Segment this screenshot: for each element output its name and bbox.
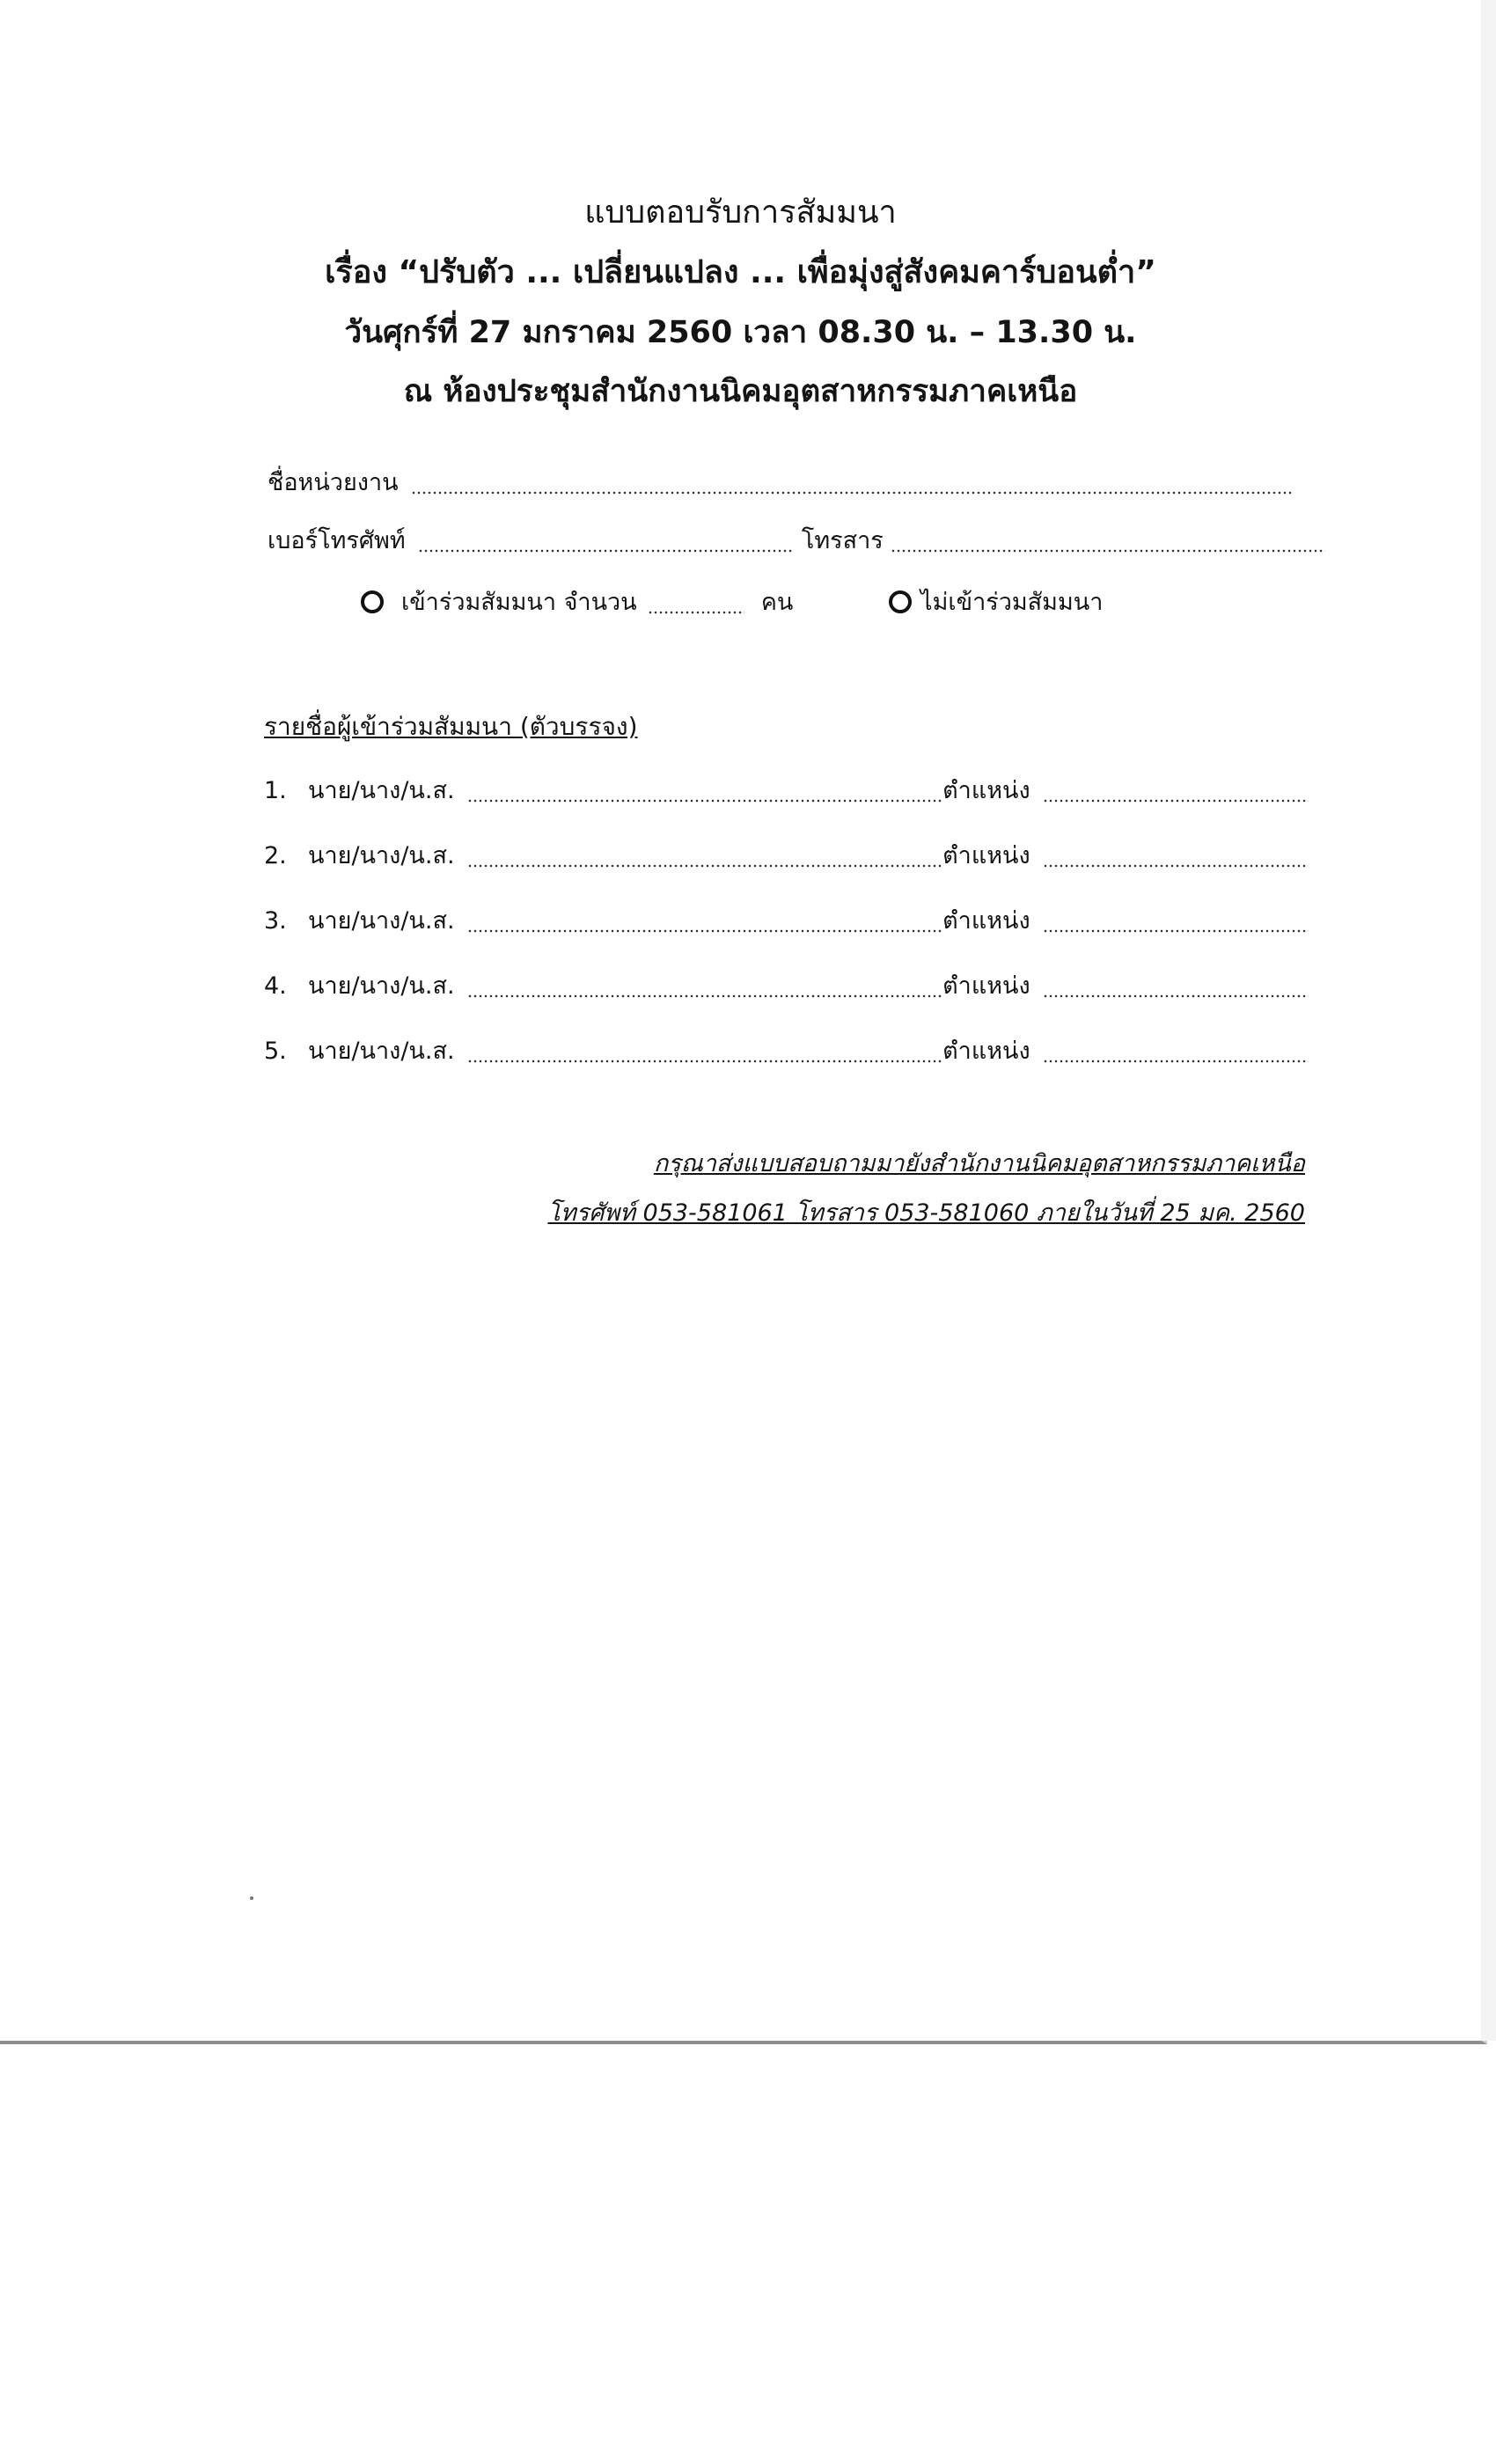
not-attend-option xyxy=(889,588,1103,618)
attendee-name-field[interactable] xyxy=(467,841,942,871)
attendee-number: 2. xyxy=(264,842,287,869)
attendee-row xyxy=(264,972,1309,1001)
fax-label: โทรสาร xyxy=(801,527,884,554)
org-name-label: ชื่อหน่วยงาน xyxy=(268,469,399,496)
form-title: แบบตอบรับการสัมมนา xyxy=(584,194,897,231)
attendee-position-field[interactable] xyxy=(1043,906,1309,936)
contact-row xyxy=(268,526,1325,556)
seminar-date-time: วันศุกร์ที่ 27 มกราคม 2560 เวลา 08.30 น. – 13.30 น. xyxy=(344,315,1137,350)
fax-field[interactable] xyxy=(891,526,1325,556)
attendee-position-field[interactable] xyxy=(1043,972,1309,1001)
page-edge-shadow xyxy=(1481,0,1496,2041)
attendee-number: 1. xyxy=(264,777,287,804)
attendee-position-field[interactable] xyxy=(1043,841,1309,871)
seminar-subject: เรื่อง “ปรับตัว ... เปลี่ยนแปลง ... เพื่อมุ่งสู่สังคมคาร์บอนต่ำ” xyxy=(325,254,1156,290)
not-attend-label: ไม่เข้าร่วมสัมมนา xyxy=(920,589,1104,616)
not-attend-radio[interactable] xyxy=(889,590,912,613)
attend-unit: คน xyxy=(760,589,794,616)
attendee-row xyxy=(264,1037,1309,1067)
attendee-row xyxy=(264,776,1309,806)
attendee-row xyxy=(264,841,1309,871)
name-prefix: นาย/นาง/น.ส. xyxy=(308,1038,455,1065)
attendee-position-field[interactable] xyxy=(1043,1037,1309,1067)
attendee-name-field[interactable] xyxy=(467,776,942,806)
attendee-name-field[interactable] xyxy=(467,972,942,1001)
attendee-number: 3. xyxy=(264,907,287,935)
attendee-name-field[interactable] xyxy=(467,906,942,936)
position-label: ตำแหน่ง xyxy=(942,777,1030,804)
phone-label: เบอร์โทรศัพท์ xyxy=(268,527,406,554)
name-prefix: นาย/นาง/น.ส. xyxy=(308,842,455,869)
position-label: ตำแหน่ง xyxy=(942,842,1030,869)
scan-speck xyxy=(250,1896,253,1900)
name-prefix: นาย/นาง/น.ส. xyxy=(308,777,455,804)
attendee-row xyxy=(264,906,1309,936)
contact-deadline: โทรศัพท์ 053-581061 โทรสาร 053-581060 ภายในวันที่ 25 มค. 2560 xyxy=(547,1199,1305,1227)
name-prefix: นาย/นาง/น.ส. xyxy=(308,972,455,1000)
position-label: ตำแหน่ง xyxy=(942,907,1030,935)
submission-instruction: กรุณาส่งแบบสอบถามมายังสำนักงานนิคมอุตสาหกรรมภาคเหนือ xyxy=(653,1150,1305,1177)
attend-count-field[interactable] xyxy=(648,588,744,618)
attendee-number: 5. xyxy=(264,1038,287,1065)
attendee-position-field[interactable] xyxy=(1043,776,1309,806)
attend-label: เข้าร่วมสัมมนา จำนวน xyxy=(401,589,637,616)
name-prefix: นาย/นาง/น.ส. xyxy=(308,907,455,935)
attend-radio[interactable] xyxy=(361,590,384,613)
position-label: ตำแหน่ง xyxy=(942,1038,1030,1065)
attendee-number: 4. xyxy=(264,972,287,1000)
seminar-venue: ณ ห้องประชุมสำนักงานนิคมอุตสาหกรรมภาคเหนือ xyxy=(403,374,1078,409)
org-name-row xyxy=(268,468,1294,498)
position-label: ตำแหน่ง xyxy=(942,972,1030,1000)
attendee-name-field[interactable] xyxy=(467,1037,942,1067)
org-name-field[interactable] xyxy=(411,468,1294,498)
phone-field[interactable] xyxy=(418,526,794,556)
attendees-title: รายชื่อผู้เข้าร่วมสัมมนา (ตัวบรรจง) xyxy=(264,712,638,741)
attend-option xyxy=(361,588,793,618)
